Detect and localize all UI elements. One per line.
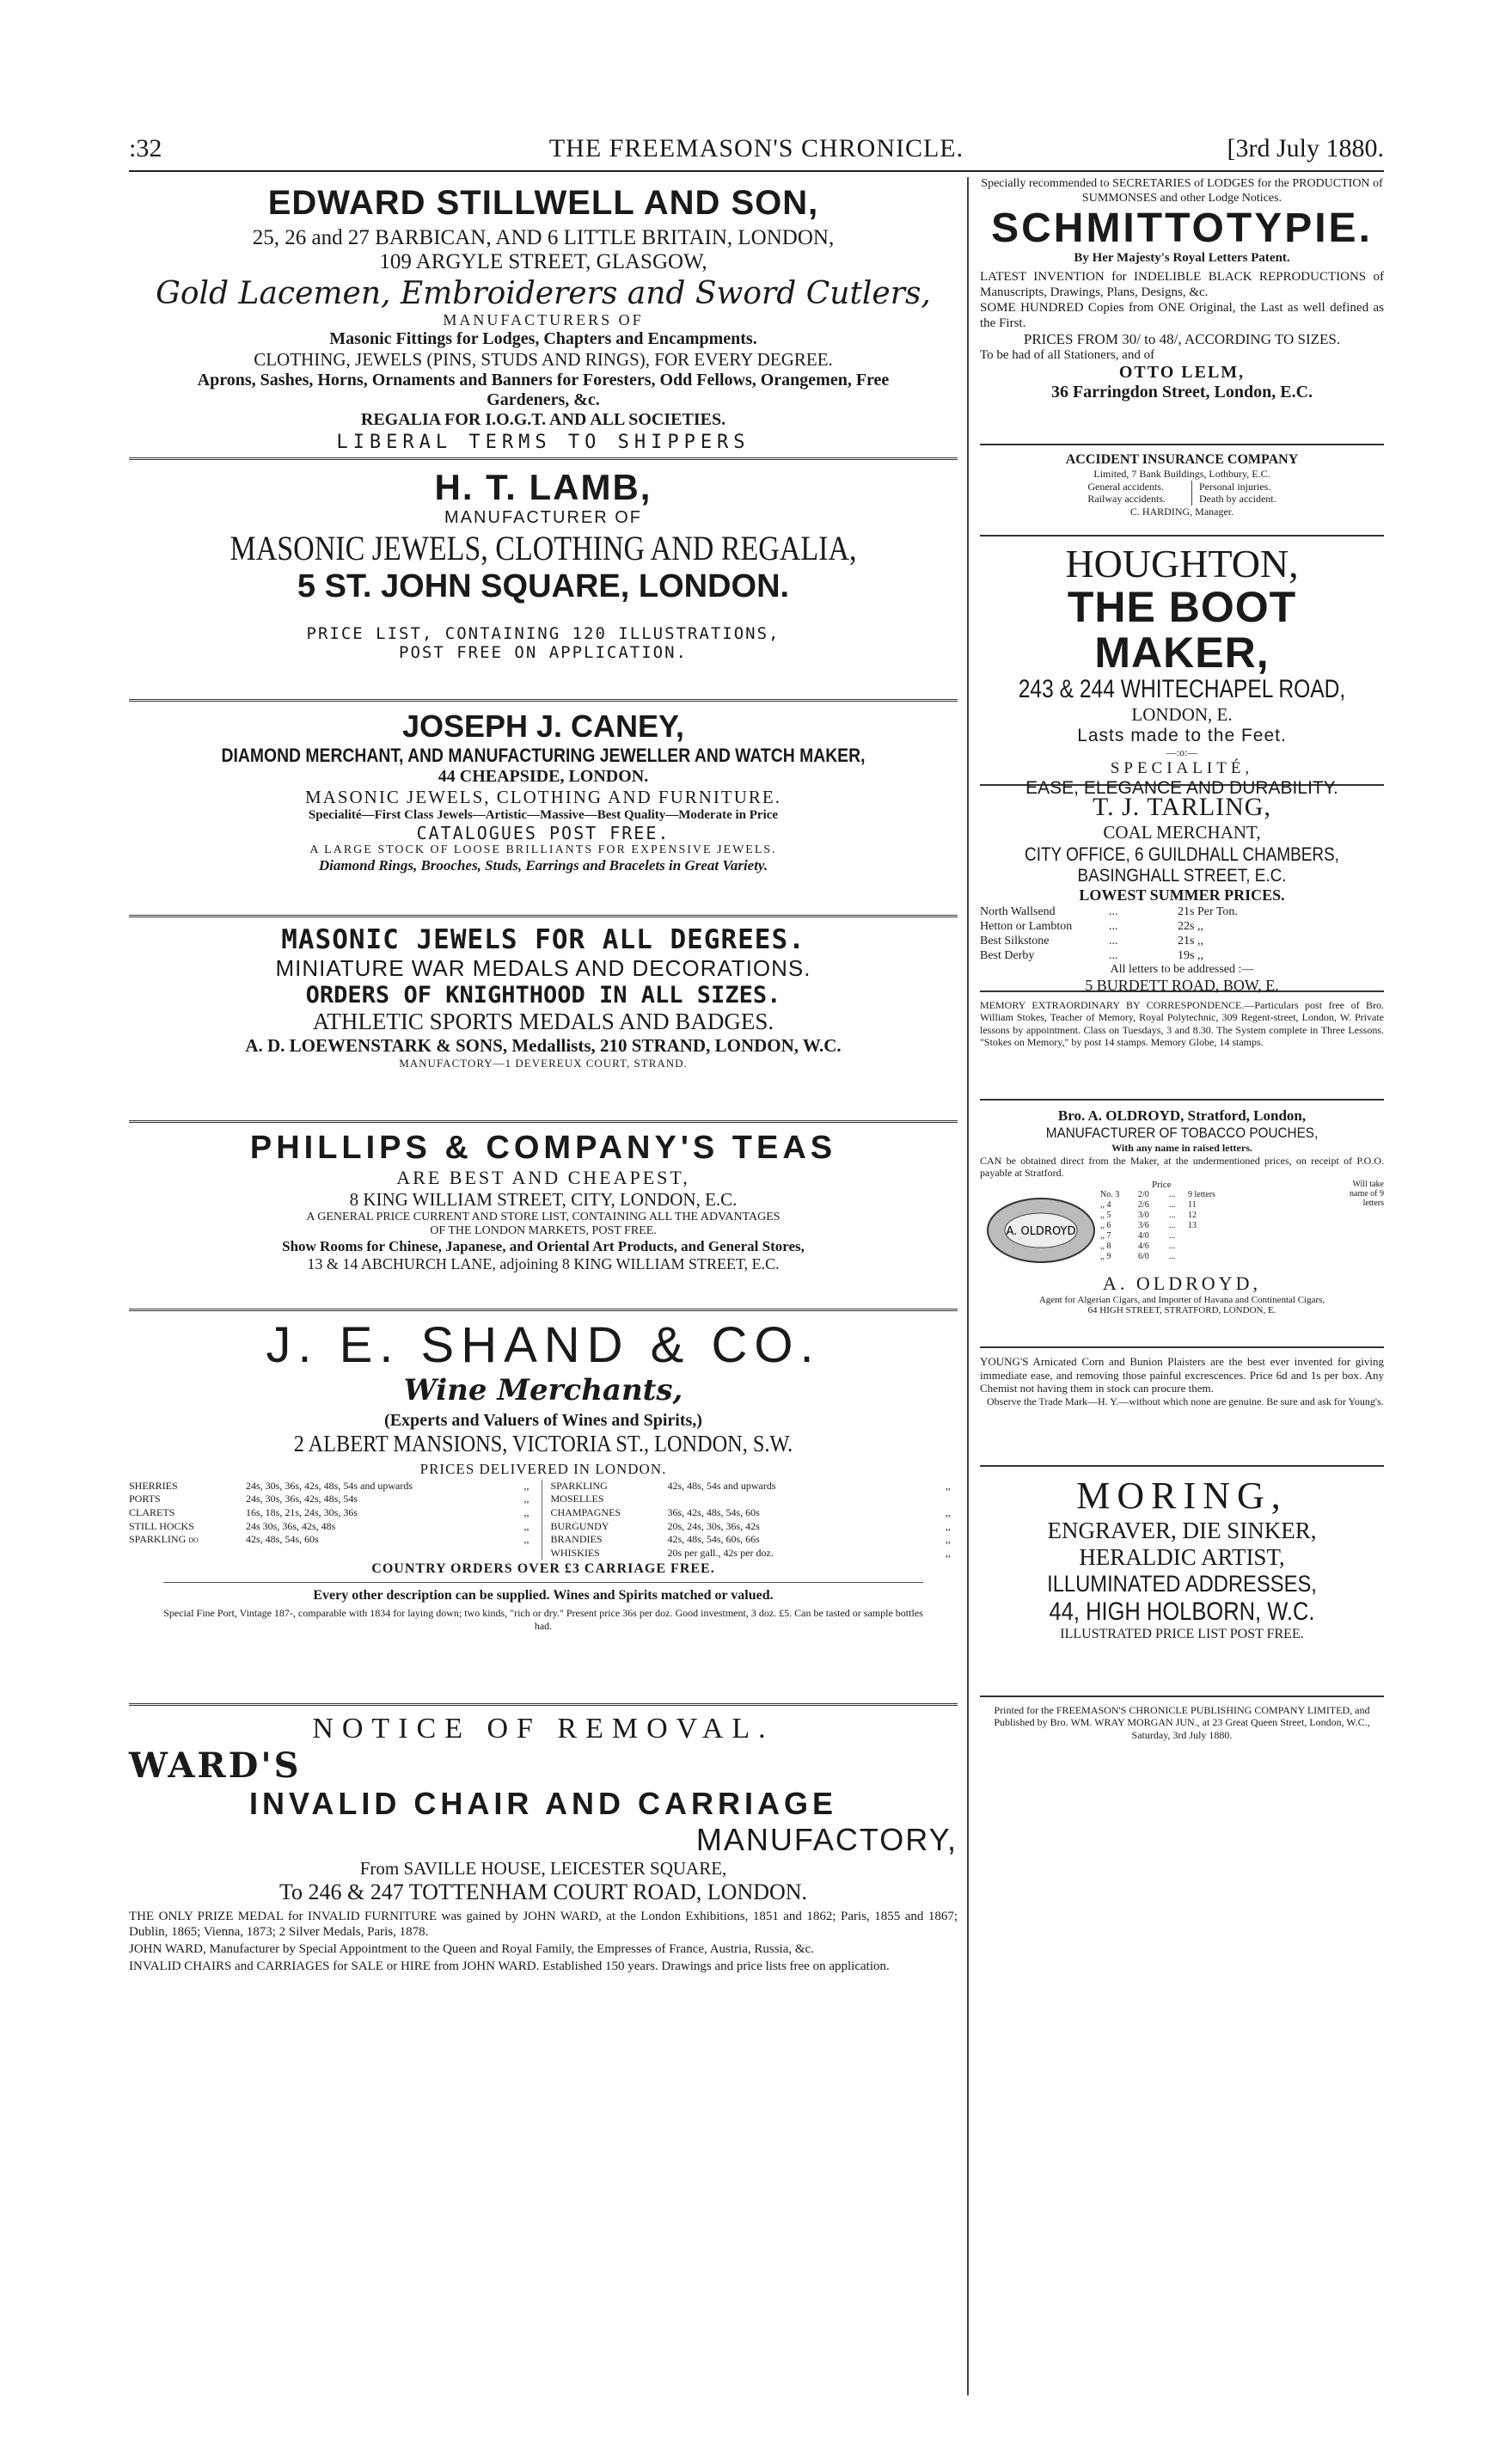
wine-name: SPARKLING do bbox=[129, 1533, 199, 1546]
ad-text: Agent for Algerian Cigars, and Importer of Havana and Continental Cigars, bbox=[1038, 1294, 1325, 1305]
dot-leader: ... bbox=[1109, 905, 1118, 918]
separator bbox=[980, 444, 1384, 445]
ditto-mark: ,, bbox=[523, 1505, 530, 1518]
ad-lelm bbox=[980, 177, 1384, 437]
wine-prices: 24s, 30s, 36s, 42s, 48s, 54s and upwards bbox=[246, 1479, 413, 1492]
pouch-row bbox=[1100, 1221, 1255, 1231]
ad-text: DIAMOND MERCHANT, AND MANUFACTURING JEWELLER AND WATCH MAKER, bbox=[221, 745, 866, 766]
pouch-number: ,, 6 bbox=[1100, 1220, 1111, 1230]
printer-imprint: Printed for the FREEMASON'S CHRONICLE PUBLISHING COMPANY LIMITED, and Published by Bro. WM. WRAY MORGAN JUN., at 23 Great Queen Street, London, W.C., Saturday, 3rd July 1880. bbox=[994, 1704, 1370, 1741]
ad-shand bbox=[129, 1318, 958, 1696]
pouch-price: 6/0 bbox=[1138, 1251, 1149, 1261]
ditto-mark: ,, bbox=[946, 1479, 951, 1492]
separator bbox=[980, 1099, 1384, 1101]
ad-text: THE BOOT MAKER, bbox=[1067, 583, 1297, 677]
pouch-row bbox=[1100, 1211, 1255, 1221]
ad-text: —:o:— bbox=[1166, 746, 1198, 759]
pouch-number: ,, 9 bbox=[1100, 1251, 1111, 1261]
ad-text: Death by accident. bbox=[1199, 493, 1276, 506]
dot-leader: ... bbox=[1169, 1241, 1176, 1251]
advertiser-name: SCHMITTOTYPIE. bbox=[991, 205, 1373, 251]
pouch-label: A. OLDROYD bbox=[1006, 1224, 1076, 1238]
wine-prices: 20s per gall., 42s per doz. bbox=[667, 1546, 774, 1559]
header-rule bbox=[129, 170, 1384, 172]
trade-line: Wine Merchants, bbox=[403, 1372, 683, 1407]
advertiser-name: Bro. A. OLDROYD, Stratford, London, bbox=[1057, 1107, 1307, 1124]
ad-text: COUNTRY ORDERS OVER £3 CARRIAGE FREE. bbox=[371, 1561, 715, 1577]
ad-text: PRICES FROM 30/ to 48/, ACCORDING TO SIZES. bbox=[1023, 331, 1341, 348]
ad-text: JOHN WARD, Manufacturer by Special Appointment to the Queen and Royal Family, the Empresses of France, Austria, Russia, &c. bbox=[129, 1942, 814, 1956]
address-line: CITY OFFICE, 6 GUILDHALL CHAMBERS, bbox=[1025, 843, 1339, 865]
section-title: PRICES DELIVERED IN LONDON. bbox=[419, 1460, 667, 1477]
separator bbox=[129, 1309, 958, 1311]
wine-name: BURGUNDY bbox=[550, 1519, 609, 1532]
dot-leader: ... bbox=[1169, 1189, 1176, 1199]
ad-text: INVALID CHAIR AND CARRIAGE bbox=[249, 1786, 837, 1821]
ad-text: ARE BEST AND CHEAPEST, bbox=[396, 1167, 690, 1188]
pouch-number: ,, 7 bbox=[1100, 1230, 1111, 1241]
advertiser-name: EDWARD STILLWELL AND SON, bbox=[267, 184, 819, 222]
ad-text: Special Fine Port, Vintage 187-, comparable with 1834 for laying down; two kinds, "rich or dry." Present price 36s per doz. Good investment, 3 doz. £5. Can be tasted or sample bottles had. bbox=[163, 1607, 923, 1632]
ad-text: ORDERS OF KNIGHTHOOD IN ALL SIZES. bbox=[305, 982, 781, 1009]
ad-caney bbox=[129, 708, 958, 908]
advertiser-name: J. E. SHAND & CO. bbox=[266, 1317, 821, 1373]
pouch-price: 2/0 bbox=[1138, 1189, 1149, 1199]
ad-text: Show Rooms for Chinese, Japanese, and Oriental Art Products, and General Stores, bbox=[282, 1238, 805, 1254]
price-row bbox=[551, 1533, 958, 1547]
advertiser-name: HOUGHTON, bbox=[1065, 542, 1299, 586]
ad-text: Railway accidents. bbox=[1087, 493, 1166, 506]
ad-text: SPECIALITÉ, bbox=[1110, 759, 1254, 778]
ad-text: THE ONLY PRIZE MEDAL for INVALID FURNITURE was gained by JOHN WARD, at the London Exhibitions, 1851 and 1862; Paris, 1855 and 1867; Dublin, 1865; Vienna, 1873; 2 Silver Medals, Paris, 1878. bbox=[129, 1910, 958, 1939]
ad-text: Lasts made to the Feet. bbox=[1077, 726, 1287, 746]
ditto-mark: ,, bbox=[946, 1546, 951, 1559]
pouch-number: ,, 5 bbox=[1100, 1210, 1111, 1220]
coal-name: Best Derby bbox=[980, 949, 1035, 963]
coal-row bbox=[980, 919, 1384, 934]
wine-prices: 24s 30s, 36s, 42s, 48s bbox=[246, 1519, 336, 1532]
pouch-price: 2/6 bbox=[1138, 1199, 1149, 1210]
newspaper-page bbox=[129, 129, 1384, 2399]
dot-leader: ... bbox=[1169, 1230, 1176, 1241]
ad-text: Masonic Fittings for Lodges, Chapters and Encampments. bbox=[329, 329, 757, 348]
wine-prices: 20s, 24s, 30s, 36s, 42s bbox=[667, 1519, 760, 1532]
ad-phillips bbox=[129, 1130, 958, 1302]
wine-prices: 42s, 48s, 54s, 60s bbox=[246, 1533, 319, 1546]
ad-text: 44 CHEAPSIDE, LONDON. bbox=[438, 767, 649, 786]
pouch-row bbox=[1100, 1200, 1255, 1211]
pouch-row bbox=[1100, 1231, 1255, 1242]
address-line: 109 ARGYLE STREET, GLASGOW, bbox=[379, 250, 707, 273]
advertiser-name: T. J. TARLING, bbox=[1093, 793, 1271, 821]
ad-text: Personal injuries. bbox=[1199, 481, 1271, 493]
ad-text: LOWEST SUMMER PRICES. bbox=[1079, 886, 1285, 904]
ad-text: All letters to be addressed :— bbox=[1110, 963, 1254, 977]
heading: NOTICE OF REMOVAL. bbox=[312, 1713, 774, 1745]
ad-text: To be had of all Stationers, and of bbox=[980, 348, 1155, 363]
coal-row bbox=[980, 904, 1384, 919]
ad-text: Observe the Trade Mark—H. Y.—without which none are genuine. Be sure and ask for Young's. bbox=[987, 1395, 1384, 1407]
trade-line: Gold Lacemen, Embroiderers and Sword Cutlers, bbox=[156, 276, 931, 311]
ad-text: (Experts and Valuers of Wines and Spirits,) bbox=[384, 1410, 702, 1430]
ad-memory bbox=[980, 999, 1384, 1092]
ad-loewenstark bbox=[129, 924, 958, 1113]
pouch-number: ,, 4 bbox=[1100, 1199, 1111, 1210]
address-line: LONDON, E. bbox=[1131, 704, 1233, 726]
wine-prices: 42s, 48s, 54s, 60s, 66s bbox=[667, 1533, 760, 1546]
separator bbox=[129, 457, 958, 460]
ad-text: A. OLDROYD, bbox=[1103, 1272, 1261, 1294]
advertiser-name: WARD'S bbox=[129, 1745, 302, 1786]
price-row bbox=[129, 1493, 536, 1506]
ad-text: General accidents. bbox=[1087, 481, 1164, 493]
coal-row bbox=[980, 934, 1384, 948]
address-line: BASINGHALL STREET, E.C. bbox=[1077, 866, 1287, 886]
ad-text: MASONIC JEWELS, CLOTHING AND FURNITURE. bbox=[305, 787, 781, 807]
ad-youngs bbox=[980, 1355, 1384, 1458]
pouch-letters bbox=[1188, 1252, 1255, 1262]
ditto-mark: ,, bbox=[946, 1519, 951, 1532]
ad-text: POST FREE ON APPLICATION. bbox=[399, 643, 688, 662]
price-row bbox=[551, 1547, 958, 1561]
pouch-price: 3/0 bbox=[1138, 1210, 1149, 1220]
coal-price-list bbox=[980, 904, 1384, 963]
pouch-row bbox=[1100, 1190, 1255, 1200]
pouch-number: ,, 8 bbox=[1100, 1241, 1111, 1251]
ad-text: MANUFACTORY, bbox=[695, 1822, 958, 1857]
address-line: 25, 26 and 27 BARBICAN, AND 6 LITTLE BRITAIN, LONDON, bbox=[252, 226, 835, 249]
address-line: 36 Farringdon Street, London, E.C. bbox=[1050, 383, 1313, 402]
ad-text: By Her Majesty's Royal Letters Patent. bbox=[1074, 251, 1290, 266]
price-row bbox=[551, 1506, 958, 1520]
column-label: Price bbox=[1152, 1179, 1172, 1190]
rule bbox=[163, 1582, 923, 1583]
advertiser-name: PHILLIPS & COMPANY'S TEAS bbox=[249, 1130, 837, 1166]
price-list-left bbox=[129, 1480, 542, 1561]
wine-name: WHISKIES bbox=[550, 1546, 600, 1559]
coal-name: North Wallsend bbox=[980, 905, 1056, 918]
ad-text: CATALOGUES POST FREE. bbox=[416, 823, 670, 843]
ad-text: A GENERAL PRICE CURRENT AND STORE LIST, CONTAINING ALL THE ADVANTAGES bbox=[306, 1211, 780, 1223]
ditto-mark: ,, bbox=[523, 1479, 530, 1492]
ad-text: PRICE LIST, CONTAINING 120 ILLUSTRATIONS, bbox=[306, 624, 780, 643]
ad-oldroyd bbox=[980, 1107, 1384, 1340]
coal-price: 21s ,, bbox=[1178, 935, 1203, 948]
ad-text: C. HARDING, Manager. bbox=[1129, 505, 1234, 518]
ad-text: A. D. LOEWENSTARK & SONS, Medallists, 210 STRAND, LONDON, W.C. bbox=[245, 1035, 842, 1056]
wine-name: SPARKLING MOSELLES bbox=[550, 1479, 608, 1505]
dot-leader: ... bbox=[1109, 935, 1118, 948]
wine-name: CLARETS bbox=[129, 1505, 175, 1518]
wine-prices: 36s, 42s, 48s, 54s, 60s bbox=[667, 1505, 760, 1518]
pouch-letters: 12 bbox=[1188, 1210, 1197, 1220]
dot-leader: ... bbox=[1169, 1210, 1176, 1220]
wine-prices: 42s, 48s, 54s and upwards bbox=[667, 1479, 776, 1492]
ad-text: MASONIC JEWELS, CLOTHING AND REGALIA, bbox=[230, 529, 857, 567]
address-line: 243 & 244 WHITECHAPEL ROAD, bbox=[1018, 675, 1346, 704]
ad-text: ACCIDENT INSURANCE COMPANY bbox=[1065, 452, 1299, 467]
wine-name: STILL HOCKS bbox=[129, 1519, 194, 1532]
issue-date: [3rd July 1880. bbox=[1227, 134, 1384, 163]
ad-tarling bbox=[980, 793, 1384, 995]
ad-text: MINIATURE WAR MEDALS AND DECORATIONS. bbox=[275, 955, 811, 981]
price-row bbox=[551, 1520, 958, 1534]
dot-leader: ... bbox=[1109, 920, 1118, 934]
address-line: To 246 & 247 TOTTENHAM COURT ROAD, LONDON. bbox=[279, 1880, 808, 1904]
tobacco-pouch-illustration bbox=[985, 1195, 1097, 1266]
ad-lamb bbox=[129, 467, 958, 692]
left-column bbox=[129, 177, 958, 2395]
pouch-price: 3/6 bbox=[1138, 1220, 1149, 1230]
dot-leader: ... bbox=[1169, 1199, 1176, 1210]
ad-text: With any name in raised letters. bbox=[1111, 1142, 1252, 1154]
ad-text: SOME HUNDRED Copies from ONE Original, the Last as well defined as the First. bbox=[980, 301, 1384, 331]
ad-text: A LARGE STOCK OF LOOSE BRILLIANTS FOR EXPENSIVE JEWELS. bbox=[309, 843, 777, 856]
page-header bbox=[129, 129, 1384, 172]
ad-text: Every other description can be supplied. Wines and Spirits matched or valued. bbox=[313, 1588, 774, 1604]
dot-leader: ... bbox=[1169, 1251, 1176, 1261]
pouch-price: 4/0 bbox=[1138, 1230, 1149, 1241]
ditto-mark: ,, bbox=[946, 1533, 951, 1546]
ad-text: Will take name of 9 letters bbox=[1350, 1179, 1384, 1208]
separator bbox=[129, 915, 958, 917]
ad-houghton bbox=[980, 542, 1384, 799]
ad-text: Limited, 7 Bank Buildings, Lothbury, E.C. bbox=[1093, 468, 1270, 480]
ad-text: MANUFACTORY—1 DEVEREUX COURT, STRAND. bbox=[399, 1057, 688, 1070]
ditto-mark: ,, bbox=[523, 1533, 530, 1546]
pouch-letters: 9 letters bbox=[1188, 1189, 1215, 1199]
separator bbox=[129, 699, 958, 702]
price-row bbox=[129, 1506, 536, 1520]
ad-text: Specially recommended to SECRETARIES of LODGES for the PRODUCTION of SUMMONSES and other Lodge Notices. bbox=[981, 177, 1383, 205]
coal-price: 19s ,, bbox=[1178, 949, 1203, 963]
subheading: MANUFACTURER OF bbox=[444, 508, 642, 527]
ad-text: REGALIA FOR I.O.G.T. AND ALL SOCIETIES. bbox=[360, 410, 726, 429]
pouch-letters bbox=[1188, 1231, 1255, 1242]
coal-price: 21s Per Ton. bbox=[1178, 905, 1238, 918]
address-line: 44, HIGH HOLBORN, W.C. bbox=[1049, 1597, 1315, 1626]
ad-text: OTTO LELM, bbox=[1118, 363, 1246, 383]
ad-text: CLOTHING, JEWELS (PINS, STUDS AND RINGS), FOR EVERY DEGREE. bbox=[254, 349, 833, 370]
ad-text: Specialité—First Class Jewels—Artistic—Massive—Best Quality—Moderate in Price bbox=[308, 808, 779, 822]
coal-name: Best Silkstone bbox=[980, 935, 1050, 948]
pouch-row bbox=[1100, 1252, 1255, 1262]
ad-text: MEMORY EXTRAORDINARY BY CORRESPONDENCE.—Particulars post free of Bro. William Stokes, Teacher of Memory, Royal Polytechnic, 309 Regent-street, London, W. Private lessons by appointment. Class on Tuesdays, 3 and 8.30. The System complete in Three Lessons. "Stokes on Memory," by post 14 stamps. Memory Globe, 14 stamps. bbox=[980, 999, 1384, 1049]
ad-text: ATHLETIC SPORTS MEDALS AND BADGES. bbox=[312, 1009, 774, 1034]
price-row bbox=[129, 1480, 536, 1493]
ad-text: LIBERAL TERMS TO SHIPPERS bbox=[336, 432, 750, 453]
dot-leader: ... bbox=[1169, 1220, 1176, 1230]
separator bbox=[980, 535, 1384, 537]
wine-prices: 16s, 18s, 21s, 24s, 30s, 36s bbox=[246, 1505, 358, 1518]
ad-text: CAN be obtained direct from the Maker, at the undermentioned prices, on receipt of P.O.O. payable at Stratford. bbox=[980, 1155, 1384, 1180]
ad-text: 5 ST. JOHN SQUARE, LONDON. bbox=[297, 568, 790, 604]
ad-text: OF THE LONDON MARKETS, POST FREE. bbox=[430, 1224, 657, 1237]
right-column bbox=[980, 177, 1384, 2395]
ad-text: 8 KING WILLIAM STREET, CITY, LONDON, E.C. bbox=[349, 1189, 738, 1210]
ad-text: INVALID CHAIRS and CARRIAGES for SALE or HIRE from JOHN WARD. Established 150 years. Drawings and price lists free on application. bbox=[129, 1959, 890, 1973]
ad-text: ENGRAVER, DIE SINKER, bbox=[1047, 1518, 1317, 1543]
advertiser-name: H. T. LAMB, bbox=[434, 467, 652, 507]
column-divider bbox=[967, 177, 969, 2395]
ad-text: ILLUSTRATED PRICE LIST POST FREE. bbox=[1060, 1627, 1304, 1641]
ad-text: Aprons, Sashes, Horns, Ornaments and Banners for Foresters, Odd Fellows, Orangemen, Free Gardeners, &c. bbox=[197, 371, 890, 409]
ad-text: MASONIC JEWELS FOR ALL DEGREES. bbox=[281, 924, 805, 955]
ad-text: EASE, ELEGANCE AND DURABILITY. bbox=[1025, 778, 1338, 799]
pouch-letters: 13 bbox=[1188, 1220, 1197, 1230]
subheading: MANUFACTURERS OF bbox=[443, 311, 644, 328]
advertiser-name: JOSEPH J. CANEY, bbox=[401, 708, 685, 744]
coal-row bbox=[980, 948, 1384, 963]
coal-name: Hetton or Lambton bbox=[980, 920, 1073, 934]
pouch-row bbox=[1100, 1242, 1255, 1252]
pouch-price: 4/6 bbox=[1138, 1241, 1149, 1251]
separator bbox=[980, 1696, 1384, 1697]
ad-text: From SAVILLE HOUSE, LEICESTER SQUARE, bbox=[359, 1858, 727, 1879]
ad-moring bbox=[980, 1474, 1384, 1689]
wine-price-table bbox=[129, 1480, 958, 1561]
ditto-mark: ,, bbox=[523, 1493, 530, 1505]
ad-text: HERALDIC ARTIST, bbox=[1079, 1544, 1285, 1570]
ditto-mark: ,, bbox=[946, 1505, 951, 1518]
wine-name: SHERRIES bbox=[129, 1479, 178, 1492]
price-list-right bbox=[551, 1480, 958, 1561]
ad-text: MANUFACTURER OF TOBACCO POUCHES, bbox=[1045, 1125, 1319, 1141]
ad-text: YOUNG'S Arnicated Corn and Bunion Plaisters are the best ever invented for giving immediate ease, and removing those painful excrescences. Price 6d and 1s per box. Any Chemist not having them in stock can procure them. bbox=[980, 1355, 1384, 1395]
ad-ward bbox=[129, 1713, 958, 2091]
address-line: 5 BURDETT ROAD, BOW, E. bbox=[1085, 977, 1279, 995]
ditto-mark: ,, bbox=[523, 1519, 530, 1532]
ad-text: 13 & 14 ABCHURCH LANE, adjoining 8 KING WILLIAM STREET, E.C. bbox=[307, 1255, 780, 1272]
wine-name: PORTS bbox=[129, 1493, 161, 1505]
wine-prices: 24s, 30s, 36s, 42s, 48s, 54s bbox=[246, 1493, 358, 1505]
address-line: 2 ALBERT MANSIONS, VICTORIA ST., LONDON, S.W. bbox=[293, 1430, 793, 1456]
page-number: :32 bbox=[129, 134, 162, 163]
separator bbox=[129, 1703, 958, 1706]
wine-name: CHAMPAGNES bbox=[550, 1505, 621, 1518]
ad-text: ILLUMINATED ADDRESSES, bbox=[1047, 1571, 1317, 1597]
pouch-price-list bbox=[1100, 1190, 1255, 1262]
price-row bbox=[129, 1520, 536, 1534]
ad-text: Diamond Rings, Brooches, Studs, Earrings and Bracelets in Great Variety. bbox=[318, 857, 768, 874]
address-line: 64 HIGH STREET, STRATFORD, LONDON, E. bbox=[1087, 1304, 1276, 1315]
ad-stillwell bbox=[129, 184, 958, 451]
pouch-number: No. 3 bbox=[1100, 1189, 1120, 1199]
pouch-price-area bbox=[980, 1180, 1384, 1272]
coal-price: 22s ,, bbox=[1178, 920, 1203, 934]
wine-name: BRANDIES bbox=[550, 1533, 603, 1546]
price-row bbox=[551, 1480, 958, 1506]
separator bbox=[980, 1346, 1384, 1348]
pouch-letters bbox=[1188, 1242, 1255, 1252]
price-row bbox=[129, 1533, 536, 1547]
separator bbox=[980, 1465, 1384, 1467]
masthead-title: THE FREEMASON'S CHRONICLE. bbox=[548, 134, 964, 163]
imprint bbox=[980, 1704, 1384, 1741]
separator bbox=[129, 1120, 958, 1123]
pouch-letters: 11 bbox=[1188, 1199, 1197, 1210]
advertiser-name: MORING, bbox=[1076, 1475, 1288, 1517]
ad-text: LATEST INVENTION for INDELIBLE BLACK REPRODUCTIONS of Manuscripts, Drawings, Plans, Designs, &c. bbox=[980, 270, 1384, 300]
dot-leader: ... bbox=[1109, 949, 1118, 963]
ad-accident bbox=[980, 452, 1384, 528]
ad-text: COAL MERCHANT, bbox=[1103, 822, 1261, 843]
